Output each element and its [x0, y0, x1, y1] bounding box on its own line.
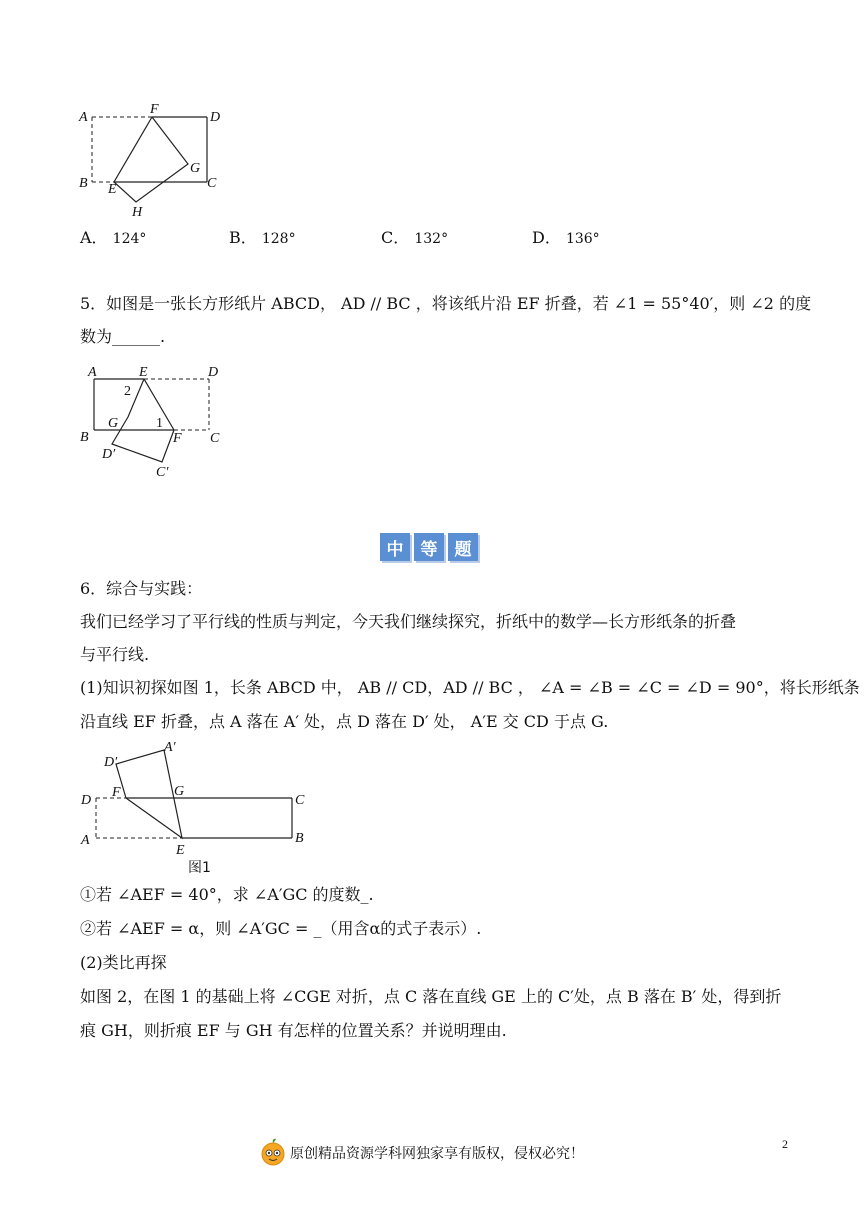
q4-label-B: B	[79, 176, 88, 191]
q6-intro-line2: 与平行线.	[80, 645, 150, 664]
q6-title: 6．综合与实践：	[80, 579, 203, 598]
fig1-label-E: E	[176, 843, 185, 858]
footer-copyright: 原创精品资源学科网独家享有版权，侵权必究！	[290, 1146, 584, 1162]
q4-option-b-letter: B．	[229, 228, 257, 247]
fig1-label-Dp: D′	[104, 755, 118, 770]
q5-label-F: F	[173, 431, 182, 446]
page-number: 2	[782, 1137, 788, 1151]
q4-option-d-value: 136°	[565, 231, 600, 247]
fig1-label-A: A	[81, 833, 90, 848]
q4-option-a	[80, 225, 146, 248]
orange-mascot-logo	[260, 1138, 286, 1166]
fig1-label-G: G	[174, 784, 185, 799]
q5-label-2: 2	[124, 384, 131, 399]
q4-label-C: C	[207, 176, 217, 191]
q4-option-c-letter: C．	[381, 228, 410, 247]
q5-label-B: B	[80, 430, 89, 445]
q5-label-1: 1	[156, 416, 163, 431]
q5-label-Dp: D′	[102, 447, 116, 462]
q4-label-F: F	[150, 102, 159, 117]
q6-figure-1	[74, 738, 324, 878]
q5-label-G: G	[108, 416, 119, 431]
q4-option-d-letter: D．	[532, 228, 561, 247]
q4-option-c-value: 132°	[414, 231, 449, 247]
q5-label-C: C	[210, 431, 220, 446]
q5-line1: 5．如图是一张长方形纸片 ABCD， AD // BC ，将该纸片沿 EF 折叠，若 ∠1 = 55°40′，则 ∠2 的度	[80, 294, 812, 313]
q5-label-A: A	[88, 365, 97, 380]
q6-sub2: ②若 ∠AEF = α，则 ∠A′GC = _（用含α的式子表示）.	[80, 919, 482, 938]
q5-line2: 数为______.	[80, 327, 166, 346]
fig1-label-D: D	[81, 793, 92, 808]
q4-label-A: A	[79, 110, 88, 125]
q4-label-D: D	[210, 110, 221, 125]
badge-char-2: 等	[414, 533, 444, 561]
q5-label-Cp: C′	[156, 465, 169, 480]
q5-label-D: D	[208, 365, 219, 380]
fig1-label-F: F	[112, 785, 121, 800]
q4-option-a-letter: A．	[80, 228, 108, 247]
q4-label-H: H	[132, 205, 143, 220]
section-badge-medium	[380, 533, 478, 561]
q4-option-b	[229, 225, 296, 248]
fig1-label-C: C	[295, 793, 305, 808]
q4-option-b-value: 128°	[261, 231, 296, 247]
q6-intro-line1: 我们已经学习了平行线的性质与判定，今天我们继续探究，折纸中的数学—长方形纸条的折叠	[80, 612, 737, 631]
q6-part2-title: (2)类比再探	[80, 953, 167, 972]
q4-label-E: E	[108, 182, 117, 197]
fig1-label-Ap: A′	[164, 740, 176, 755]
q6-part2-line1: 如图 2，在图 1 的基础上将 ∠CGE 对折，点 C 落在直线 GE 上的 C′处，点 B 落在 B′ 处，得到折	[80, 987, 782, 1006]
q4-label-G: G	[190, 161, 201, 176]
q6-sub1: ①若 ∠AEF = 40°，求 ∠A′GC 的度数_.	[80, 885, 374, 904]
badge-char-1: 中	[380, 533, 410, 561]
q4-option-d	[532, 225, 600, 248]
q4-option-a-value: 124°	[112, 231, 147, 247]
fig1-caption: 图1	[188, 860, 211, 876]
badge-char-3: 题	[448, 533, 478, 561]
q6-part1-line2: 沿直线 EF 折叠，点 A 落在 A′ 处，点 D 落在 D′ 处， A′E 交 CD 于点 G.	[80, 712, 609, 731]
q5-label-E: E	[139, 365, 148, 380]
q5-figure	[74, 360, 234, 482]
q6-part1-line1: (1)知识初探如图 1，长条 ABCD 中， AB // CD，AD // BC ， ∠A = ∠B = ∠C = ∠D = 90°，将长形纸条	[80, 678, 860, 697]
q4-option-c	[381, 225, 448, 248]
q4-figure	[74, 98, 234, 222]
fig1-label-B: B	[295, 831, 304, 846]
q6-part2-line2: 痕 GH，则折痕 EF 与 GH 有怎样的位置关系？并说明理由.	[80, 1021, 507, 1040]
